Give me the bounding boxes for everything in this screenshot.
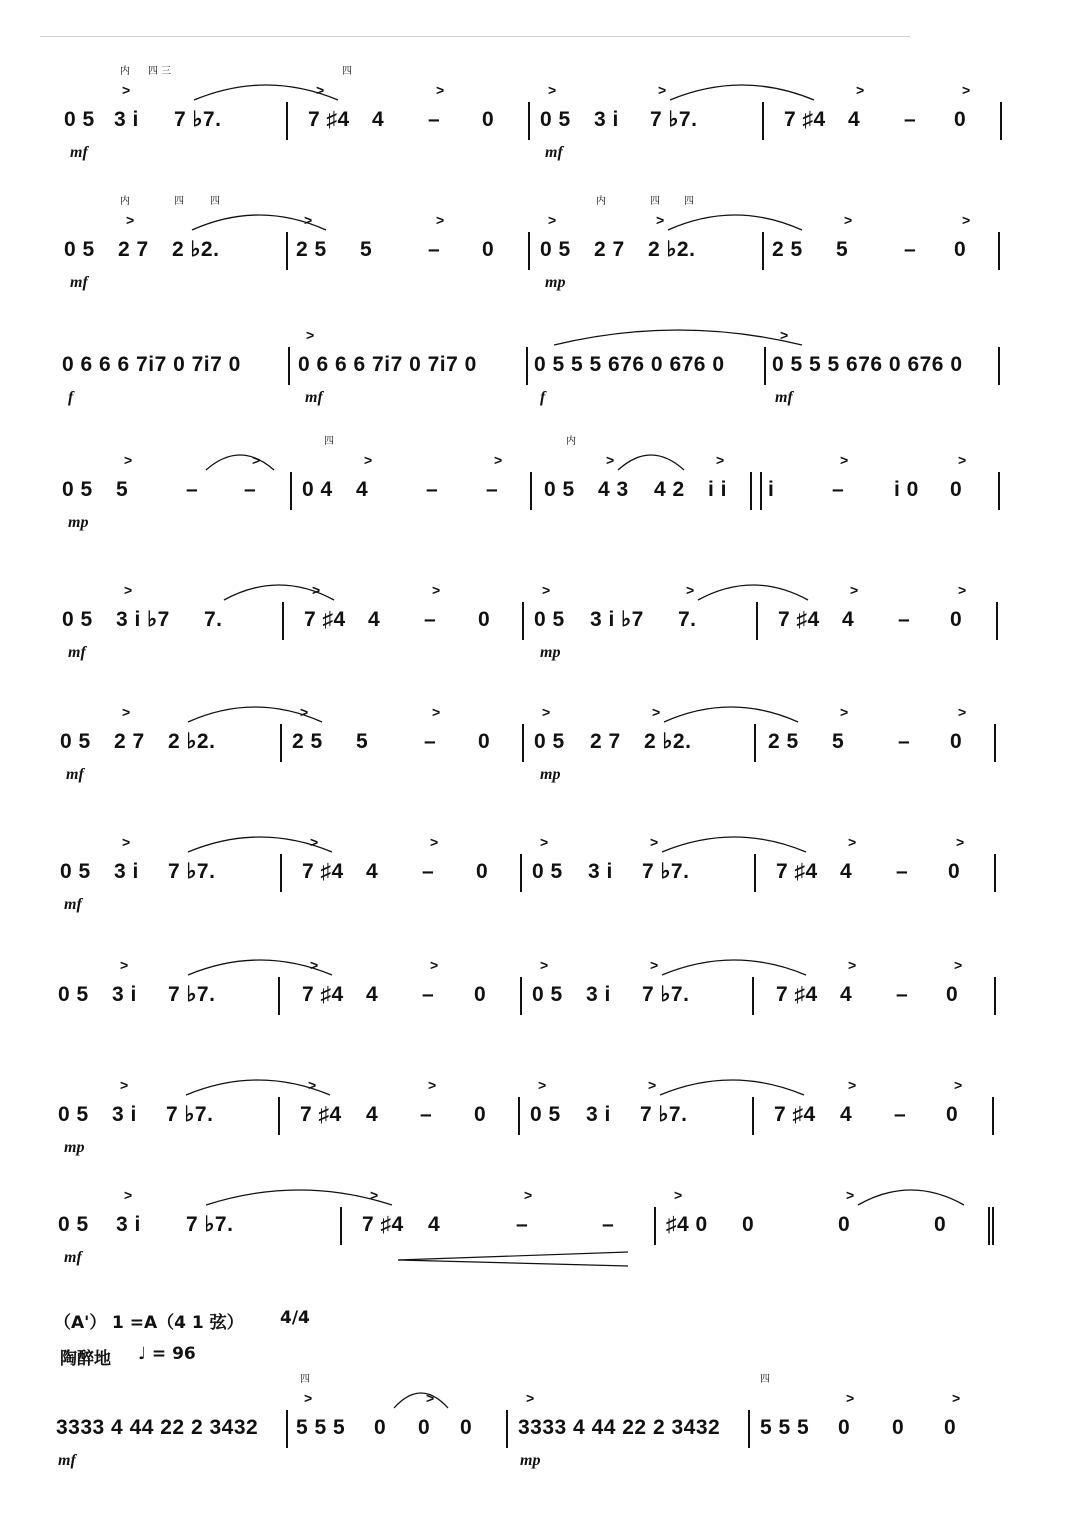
note-group: 0 <box>478 730 491 753</box>
accent-mark: > <box>430 834 439 850</box>
time-signature: 4/4 <box>280 1308 310 1328</box>
accent-mark: > <box>122 834 131 850</box>
fingering-mark: 四 <box>174 196 184 207</box>
accent-mark: > <box>526 1390 535 1406</box>
accent-mark: > <box>548 212 557 228</box>
note-group: 0 <box>742 1213 755 1236</box>
note-group: 7 ♯4 <box>784 108 826 131</box>
accent-mark: > <box>548 82 557 98</box>
accent-mark: > <box>316 82 325 98</box>
accent-mark: > <box>606 452 615 468</box>
note-group: 2 ♭2. <box>648 238 696 261</box>
note-group: 0 <box>838 1416 851 1439</box>
note-group: 0 5 5 5 676 0 676 0 <box>772 353 963 376</box>
dynamic-mark: mp <box>520 1452 541 1469</box>
accent-mark: > <box>650 834 659 850</box>
note-group: 7 ♭7. <box>174 108 222 131</box>
accent-mark: > <box>962 212 971 228</box>
note-group: 4 3 <box>598 478 629 501</box>
accent-mark: > <box>300 704 309 720</box>
accent-mark: > <box>958 452 967 468</box>
note-group: 7 ♭7. <box>640 1103 688 1126</box>
note-group: 5 5 5 <box>296 1416 346 1439</box>
note-group: 4 <box>368 608 381 631</box>
note-group: 2 5 <box>772 238 803 261</box>
note-group: 0 <box>950 608 963 631</box>
note-group: 4 <box>842 608 855 631</box>
note-group: 4 <box>372 108 385 131</box>
accent-mark: > <box>428 1077 437 1093</box>
note-group: 7. <box>678 608 697 631</box>
note-group: – <box>428 238 441 261</box>
accent-mark: > <box>780 327 789 343</box>
fingering-mark: 四 三 <box>148 66 172 77</box>
accent-mark: > <box>432 704 441 720</box>
dynamic-mark: mf <box>58 1452 76 1469</box>
note-group: 0 <box>482 108 495 131</box>
accent-mark: > <box>848 1077 857 1093</box>
accent-mark: > <box>952 1390 961 1406</box>
accent-mark: > <box>652 704 661 720</box>
note-group: 0 5 <box>62 478 93 501</box>
note-group: 0 <box>934 1213 947 1236</box>
accent-mark: > <box>524 1187 533 1203</box>
accent-mark: > <box>304 1390 313 1406</box>
note-group: 5 <box>116 478 129 501</box>
note-group: 3 i <box>116 1213 141 1236</box>
note-group: 7 ♭7. <box>642 983 690 1006</box>
dynamic-mark: mp <box>64 1139 85 1156</box>
note-group: 2 7 <box>114 730 145 753</box>
accent-mark: > <box>538 1077 547 1093</box>
dynamic-mark: mp <box>540 644 561 661</box>
note-group: 3 i <box>594 108 619 131</box>
note-group: 0 <box>374 1416 387 1439</box>
accent-mark: > <box>958 582 967 598</box>
note-group: 0 <box>944 1416 957 1439</box>
note-group: 0 5 <box>532 983 563 1006</box>
note-group: – <box>904 238 917 261</box>
accent-mark: > <box>124 1187 133 1203</box>
note-group: 3333 4 44 22 2 3432 <box>56 1416 259 1439</box>
note-group: 0 <box>474 983 487 1006</box>
note-group: 2 7 <box>118 238 149 261</box>
note-group: 2 5 <box>296 238 327 261</box>
accent-mark: > <box>848 834 857 850</box>
accent-mark: > <box>856 82 865 98</box>
note-group: 4 <box>840 860 853 883</box>
note-group: 0 <box>476 860 489 883</box>
note-group: 4 2 <box>654 478 685 501</box>
accent-mark: > <box>494 452 503 468</box>
accent-mark: > <box>848 957 857 973</box>
accent-mark: > <box>674 1187 683 1203</box>
note-group: 4 <box>840 983 853 1006</box>
accent-mark: > <box>954 1077 963 1093</box>
note-group: 3 i <box>586 1103 611 1126</box>
note-group: 0 5 <box>534 730 565 753</box>
note-group: 2 ♭2. <box>172 238 220 261</box>
note-group: 7 ♯4 <box>776 860 818 883</box>
accent-mark: > <box>312 582 321 598</box>
note-group: 4 <box>366 860 379 883</box>
accent-mark: > <box>126 212 135 228</box>
note-group: – <box>898 608 911 631</box>
accent-mark: > <box>124 582 133 598</box>
note-group: 5 <box>360 238 373 261</box>
dynamic-mark: mf <box>68 644 86 661</box>
accent-mark: > <box>304 212 313 228</box>
note-group: 0 5 <box>60 730 91 753</box>
dynamic-mark: mf <box>70 144 88 161</box>
accent-mark: > <box>432 582 441 598</box>
note-group: – <box>426 478 439 501</box>
note-group: – <box>602 1213 615 1236</box>
note-group: 2 ♭2. <box>168 730 216 753</box>
dynamic-mark: mf <box>70 274 88 291</box>
accent-mark: > <box>648 1077 657 1093</box>
note-group: 7 ♭7. <box>168 983 216 1006</box>
fingering-mark: 四 <box>210 196 220 207</box>
note-group: 0 <box>954 238 967 261</box>
note-group: 0 <box>474 1103 487 1126</box>
note-group: – <box>244 478 257 501</box>
note-group: 0 5 <box>64 108 95 131</box>
note-group: 4 <box>848 108 861 131</box>
note-group: 0 <box>892 1416 905 1439</box>
note-group: 0 <box>950 478 963 501</box>
dynamic-mark: f <box>540 389 546 406</box>
note-group: – <box>896 983 909 1006</box>
dynamic-mark: f <box>68 389 74 406</box>
note-group: 0 5 <box>58 1213 89 1236</box>
note-group: – <box>516 1213 529 1236</box>
accent-mark: > <box>122 704 131 720</box>
accent-mark: > <box>686 582 695 598</box>
note-group: 3 i <box>114 860 139 883</box>
accent-mark: > <box>956 834 965 850</box>
note-group: 3 i ♭7 <box>116 608 170 631</box>
accent-mark: > <box>120 957 129 973</box>
note-group: – <box>832 478 845 501</box>
note-group: 2 7 <box>590 730 621 753</box>
note-group: 0 <box>838 1213 851 1236</box>
note-group: – <box>904 108 917 131</box>
accent-mark: > <box>124 452 133 468</box>
accent-mark: > <box>542 582 551 598</box>
note-group: 3 i <box>112 1103 137 1126</box>
accent-mark: > <box>846 1187 855 1203</box>
expression-mark: 陶醉地 <box>60 1349 111 1369</box>
note-group: 7 ♯4 <box>778 608 820 631</box>
note-group: 7 ♭7. <box>166 1103 214 1126</box>
note-group: i 0 <box>894 478 919 501</box>
note-group: – <box>422 860 435 883</box>
note-group: 7 ♯4 <box>308 108 350 131</box>
dynamic-mark: mp <box>68 514 89 531</box>
accent-mark: > <box>844 212 853 228</box>
note-group: 4 <box>366 1103 379 1126</box>
note-group: 0 <box>460 1416 473 1439</box>
note-group: 4 <box>428 1213 441 1236</box>
accent-mark: > <box>716 452 725 468</box>
fingering-mark: 四 <box>342 66 352 77</box>
note-group: 7 ♯4 <box>302 983 344 1006</box>
accent-mark: > <box>436 82 445 98</box>
fingering-mark: 四 <box>300 1374 310 1385</box>
key-signature: 1 =A（4 1 弦） <box>112 1313 244 1333</box>
accent-mark: > <box>658 82 667 98</box>
note-group: – <box>894 1103 907 1126</box>
note-group: 7 ♭7. <box>186 1213 234 1236</box>
note-group: – <box>486 478 499 501</box>
accent-mark: > <box>310 957 319 973</box>
fingering-mark: 四 <box>650 196 660 207</box>
accent-mark: > <box>430 957 439 973</box>
dynamic-mark: mp <box>540 766 561 783</box>
note-group: 0 <box>478 608 491 631</box>
note-group: 0 6 6 6 7i7 0 7i7 0 <box>62 353 241 376</box>
fingering-mark: 四 <box>760 1374 770 1385</box>
note-group: 0 <box>946 1103 959 1126</box>
note-group: 0 5 <box>532 860 563 883</box>
fingering-mark: 内 <box>596 196 606 207</box>
note-group: 0 <box>418 1416 431 1439</box>
note-group: 0 5 <box>64 238 95 261</box>
note-group: 3 i <box>114 108 139 131</box>
note-group: – <box>424 608 437 631</box>
accent-mark: > <box>436 212 445 228</box>
accent-mark: > <box>850 582 859 598</box>
dynamic-mark: mf <box>64 896 82 913</box>
note-group: 0 <box>954 108 967 131</box>
note-group: 0 4 <box>302 478 333 501</box>
tempo-mark: ♩ = 96 <box>138 1344 196 1364</box>
note-group: 3 i <box>586 983 611 1006</box>
note-group: i i <box>708 478 728 501</box>
note-group: 7 ♯4 <box>304 608 346 631</box>
accent-mark: > <box>426 1390 435 1406</box>
dynamic-mark: mf <box>545 144 563 161</box>
note-group: 4 <box>840 1103 853 1126</box>
accent-mark: > <box>122 82 131 98</box>
accent-mark: > <box>540 957 549 973</box>
note-group: 4 <box>356 478 369 501</box>
note-group: 0 <box>948 860 961 883</box>
note-group: 7 ♯4 <box>302 860 344 883</box>
fingering-mark: 四 <box>684 196 694 207</box>
fingering-mark: 内 <box>120 196 130 207</box>
note-group: – <box>422 983 435 1006</box>
fingering-mark: 内 <box>120 66 130 77</box>
fingering-mark: 内 <box>566 436 576 447</box>
note-group: 2 7 <box>594 238 625 261</box>
dynamic-mark: mf <box>66 766 84 783</box>
note-group: 0 <box>950 730 963 753</box>
note-group: 0 5 <box>60 860 91 883</box>
note-group: 7 ♭7. <box>642 860 690 883</box>
note-group: 2 5 <box>292 730 323 753</box>
accent-mark: > <box>310 834 319 850</box>
accent-mark: > <box>370 1187 379 1203</box>
note-group: – <box>896 860 909 883</box>
accent-mark: > <box>840 704 849 720</box>
dynamic-mark: mf <box>305 389 323 406</box>
accent-mark: > <box>840 452 849 468</box>
accent-mark: > <box>846 1390 855 1406</box>
note-group: 7 ♯4 <box>776 983 818 1006</box>
note-group: 3 i <box>112 983 137 1006</box>
note-group: 3 i ♭7 <box>590 608 644 631</box>
note-group: 0 <box>482 238 495 261</box>
note-group: 0 6 6 6 7i7 0 7i7 0 <box>298 353 477 376</box>
note-group: 7 ♭7. <box>168 860 216 883</box>
note-group: – <box>428 108 441 131</box>
note-group: 5 5 5 <box>760 1416 810 1439</box>
note-group: – <box>420 1103 433 1126</box>
note-group: – <box>424 730 437 753</box>
note-group: 7. <box>204 608 223 631</box>
note-group: 7 ♯4 <box>774 1103 816 1126</box>
note-group: – <box>898 730 911 753</box>
accent-mark: > <box>120 1077 129 1093</box>
accent-mark: > <box>542 704 551 720</box>
accent-mark: > <box>306 327 315 343</box>
note-group: 3 i <box>588 860 613 883</box>
note-group: 5 <box>836 238 849 261</box>
note-group: 7 ♭7. <box>650 108 698 131</box>
note-group: 7 ♯4 <box>300 1103 342 1126</box>
accent-mark: > <box>958 704 967 720</box>
note-group: 0 5 <box>58 1103 89 1126</box>
accent-mark: > <box>650 957 659 973</box>
fingering-mark: 四 <box>324 436 334 447</box>
accent-mark: > <box>364 452 373 468</box>
note-group: ♯4 0 <box>666 1213 708 1236</box>
note-group: 0 5 <box>530 1103 561 1126</box>
accent-mark: > <box>252 452 261 468</box>
accent-mark: > <box>962 82 971 98</box>
accent-mark: > <box>308 1077 317 1093</box>
note-group: 0 5 5 5 676 0 676 0 <box>534 353 725 376</box>
accent-mark: > <box>540 834 549 850</box>
dynamic-mark: mp <box>545 274 566 291</box>
note-group: – <box>186 478 199 501</box>
note-group: 0 5 <box>544 478 575 501</box>
note-group: 3333 4 44 22 2 3432 <box>518 1416 721 1439</box>
note-group: 0 5 <box>62 608 93 631</box>
note-group: 7 ♯4 <box>362 1213 404 1236</box>
accent-mark: > <box>656 212 665 228</box>
dynamic-mark: mf <box>64 1249 82 1266</box>
dynamic-mark: mf <box>775 389 793 406</box>
note-group: 0 5 <box>534 608 565 631</box>
note-group: 2 ♭2. <box>644 730 692 753</box>
accent-mark: > <box>954 957 963 973</box>
note-group: 0 5 <box>58 983 89 1006</box>
note-group: 0 5 <box>540 238 571 261</box>
note-group: 0 <box>946 983 959 1006</box>
note-group: 5 <box>832 730 845 753</box>
note-group: 5 <box>356 730 369 753</box>
note-group: 0 5 <box>540 108 571 131</box>
note-group: i <box>768 478 775 501</box>
note-group: 4 <box>366 983 379 1006</box>
note-group: 2 5 <box>768 730 799 753</box>
section-label: （A'） <box>54 1313 107 1333</box>
